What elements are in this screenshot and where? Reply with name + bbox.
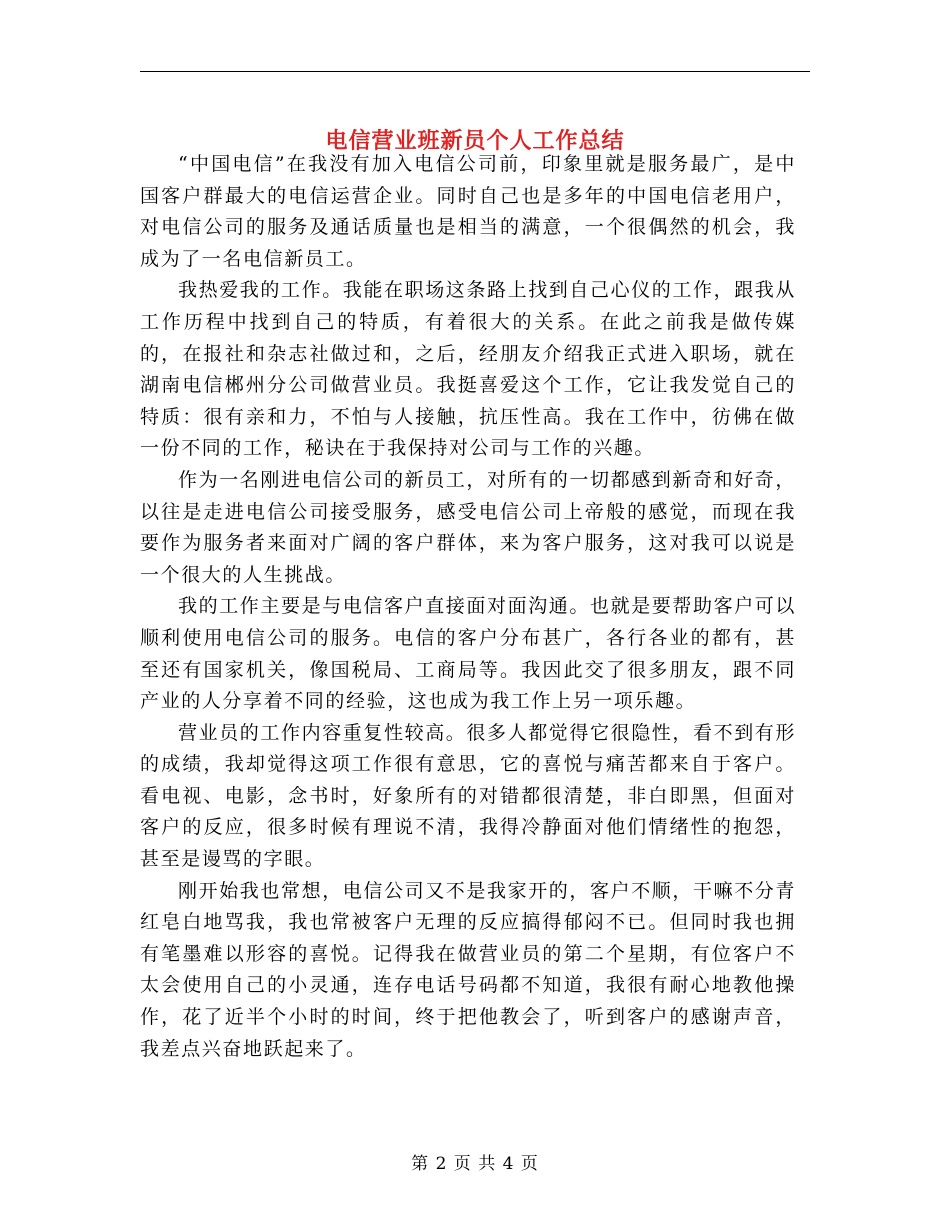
paragraph: 我的工作主要是与电信客户直接面对面沟通。也就是要帮助客户可以顺利使用电信公司的服务。电信的客户分布甚广，各行各业的都有，甚至还有国家机关，像国税局、工商局等。我因此交了很多朋友，跟不同产业的人分享着不同的经验，这也成为我工作上另一项乐趣。	[140, 595, 797, 713]
paragraph: 营业员的工作内容重复性较高。很多人都觉得它很隐性，看不到有形的成绩，我却觉得这项工作很有意思，它的喜悦与痛苦都来自于客户。看电视、电影，念书时，好象所有的对错都很清楚，非白即黑，但面对客户的反应，很多时候有理说不清，我得冷静面对他们情绪性的抱怨，甚至是谩骂的字眼。	[140, 721, 797, 871]
header-rule	[140, 71, 810, 72]
paragraph: 我热爱我的工作。我能在职场这条路上找到自己心仪的工作，跟我从工作历程中找到自己的特质，有着很大的关系。在此之前我是做传媒的，在报社和杂志社做过和，之后，经朋友介绍我正式进入职场，就在湖南电信郴州分公司做营业员。我挺喜爱这个工作，它让我发觉自己的特质：很有亲和力，不怕与人接触，抗压性高。我在工作中，彷佛在做一份不同的工作，秘诀在于我保持对公司与工作的兴趣。	[140, 279, 797, 460]
document-title: 电信营业班新员个人工作总结	[325, 127, 625, 154]
paragraph: 刚开始我也常想，电信公司又不是我家开的，客户不顺，干嘛不分青红皂白地骂我，我也常被客户无理的反应搞得郁闷不已。但同时我也拥有笔墨难以形容的喜悦。记得我在做营业员的第二个星期，有位客户不太会使用自己的小灵通，连存电话号码都不知道，我很有耐心地教他操作，花了近半个小时的时间，终于把他教会了，听到客户的感谢声音，我差点兴奋地跃起来了。	[140, 879, 797, 1060]
page-number-footer: 第 2 页 共 4 页	[411, 1154, 539, 1174]
paragraph: 作为一名刚进电信公司的新员工，对所有的一切都感到新奇和好奇，以往是走进电信公司接受服务，感受电信公司上帝般的感觉，而现在我要作为服务者来面对广阔的客户群体，来为客户服务，这对我可以说是一个很大的人生挑战。	[140, 468, 797, 586]
paragraph: “中国电信”在我没有加入电信公司前，印象里就是服务最广，是中国客户群最大的电信运营企业。同时自己也是多年的中国电信老用户，对电信公司的服务及通话质量也是相当的满意，一个很偶然的机会，我成为了一名电信新员工。	[140, 153, 796, 270]
document-body	[140, 149, 796, 1065]
